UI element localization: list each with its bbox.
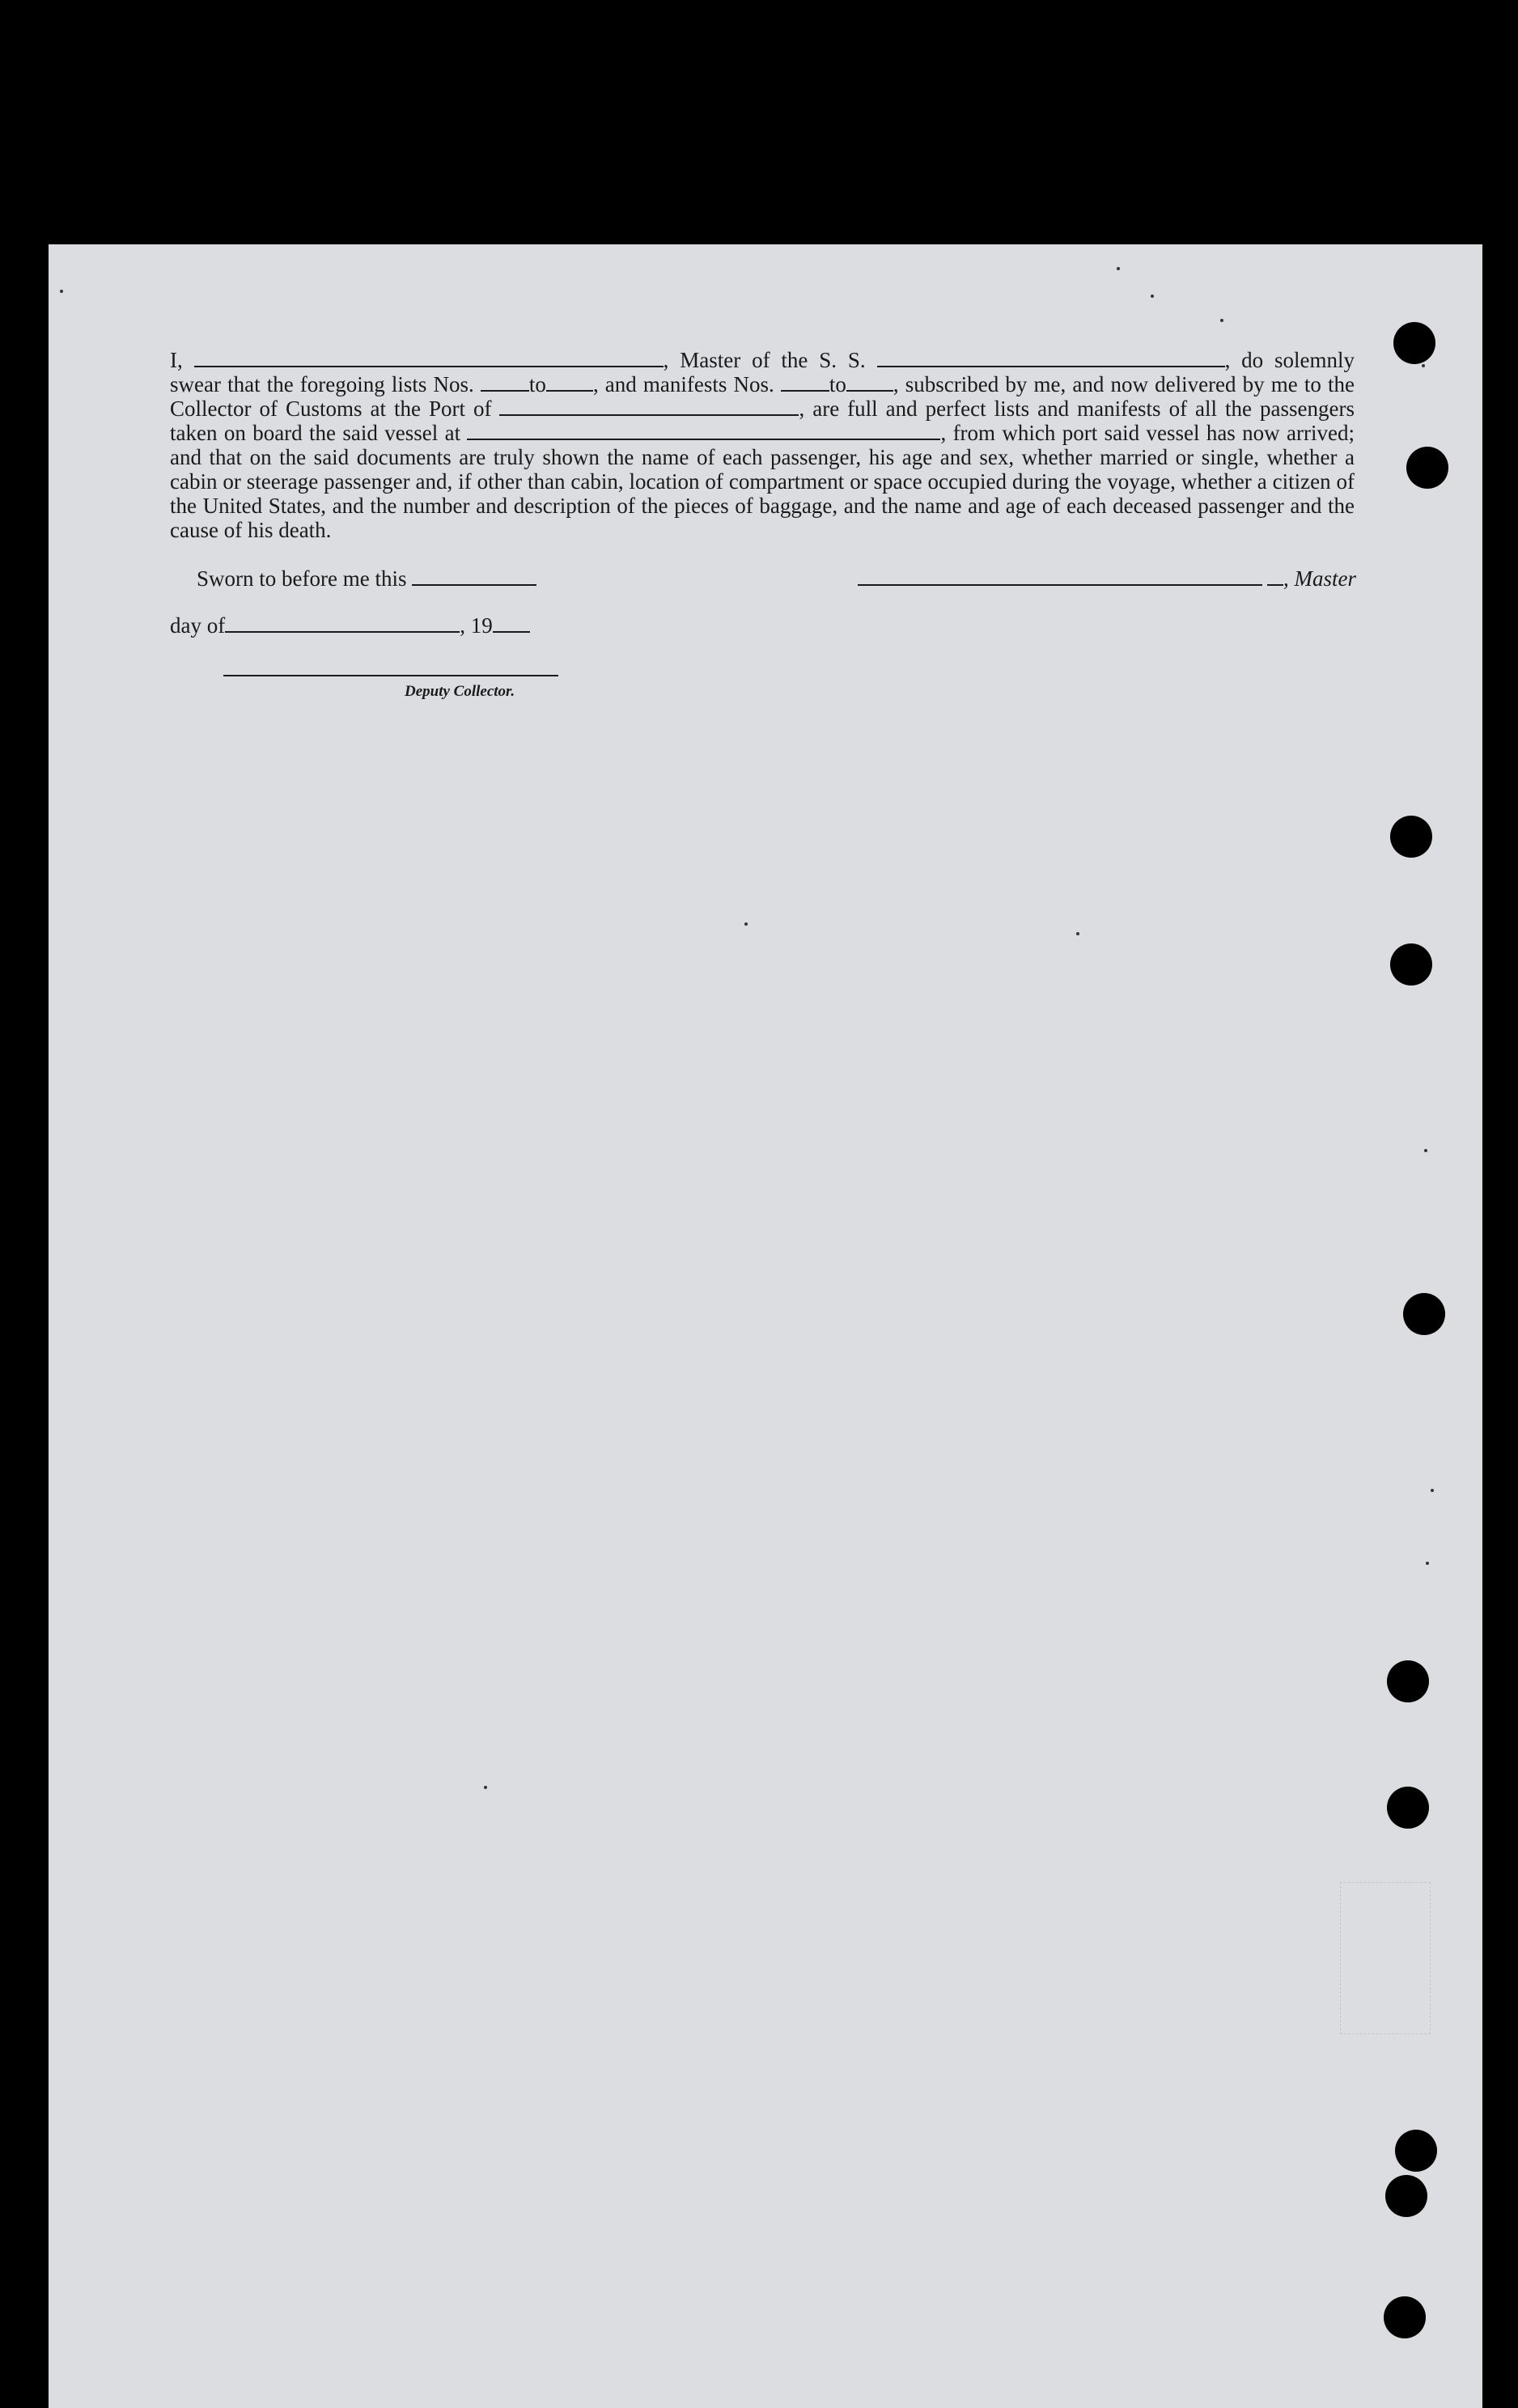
master-signature-line — [858, 566, 1356, 591]
speck — [1220, 319, 1223, 322]
master-label: , Master — [1283, 566, 1356, 591]
sworn-date-blank — [412, 570, 536, 586]
year-blank — [493, 617, 530, 633]
oath-part-7: , subscribed by me, and now delivered by me to the Collector of Customs at the Port of — [170, 372, 1355, 421]
oath-part-2: , Master of the S. S. — [663, 348, 866, 372]
day-label: day of — [170, 613, 226, 638]
oath-part-5: , and manifests Nos. — [592, 372, 774, 396]
port-blank — [499, 400, 799, 416]
punch-hole — [1384, 2296, 1426, 2338]
punch-hole — [1387, 1660, 1429, 1702]
speck — [744, 922, 748, 926]
speck — [1117, 267, 1120, 270]
punch-hole — [1387, 1787, 1429, 1829]
year-label: , 19 — [460, 613, 493, 638]
day-blank — [225, 617, 460, 633]
punch-hole — [1390, 943, 1432, 986]
punch-hole — [1385, 2175, 1427, 2217]
oath-part-1: I, — [170, 348, 183, 372]
punch-hole — [1395, 2130, 1437, 2172]
oath-part-9: , from which port said vessel has now arrived; and that on the said documents are truly shown the name of each passenger, his age and sex, whether married or single, whether a cabin or steerage passenger and, if other than cabin, location of compartment or space occupied during the voyage, whether a citizen of the United States, and the number and description of the pieces of baggage, and the name and age of each deceased passenger and the cause of his death. — [170, 421, 1355, 542]
master-signature-blank-short — [1267, 570, 1283, 586]
punch-hole — [1390, 816, 1432, 858]
lists-from-blank — [481, 375, 529, 392]
punch-hole — [1393, 322, 1435, 364]
faded-stamp — [1340, 1882, 1431, 2034]
manifests-from-blank — [781, 375, 829, 392]
speck — [1422, 364, 1425, 367]
sworn-label: Sworn to before me this — [197, 566, 407, 591]
deputy-collector-label: Deputy Collector. — [405, 683, 515, 700]
speck — [1076, 932, 1079, 935]
oath-paragraph — [170, 348, 1355, 542]
departure-port-blank — [467, 424, 940, 440]
speck — [484, 1786, 487, 1789]
speck — [1431, 1489, 1434, 1492]
speck — [1151, 295, 1154, 298]
oath-part-4: to — [528, 372, 546, 396]
punch-hole — [1403, 1293, 1445, 1335]
punch-hole — [1406, 447, 1448, 489]
document-page — [49, 244, 1482, 2408]
deputy-signature-line — [223, 675, 558, 676]
manifests-to-blank — [846, 375, 893, 392]
lists-to-blank — [546, 375, 593, 392]
speck — [1426, 1562, 1429, 1565]
speck — [1424, 1149, 1427, 1152]
master-signature-blank — [858, 570, 1262, 586]
oath-part-3: , do solemnly swear that the foregoing lists Nos. — [170, 348, 1355, 396]
sworn-line — [197, 566, 536, 591]
oath-text — [170, 348, 1355, 542]
ship-name-blank — [877, 351, 1225, 367]
oath-part-8: , are full and perfect lists and manifests of all the passengers taken on board the said vessel at — [170, 396, 1355, 445]
oath-part-6: to — [829, 372, 846, 396]
speck — [60, 290, 63, 293]
master-name-blank — [194, 351, 664, 367]
day-line — [170, 613, 530, 638]
